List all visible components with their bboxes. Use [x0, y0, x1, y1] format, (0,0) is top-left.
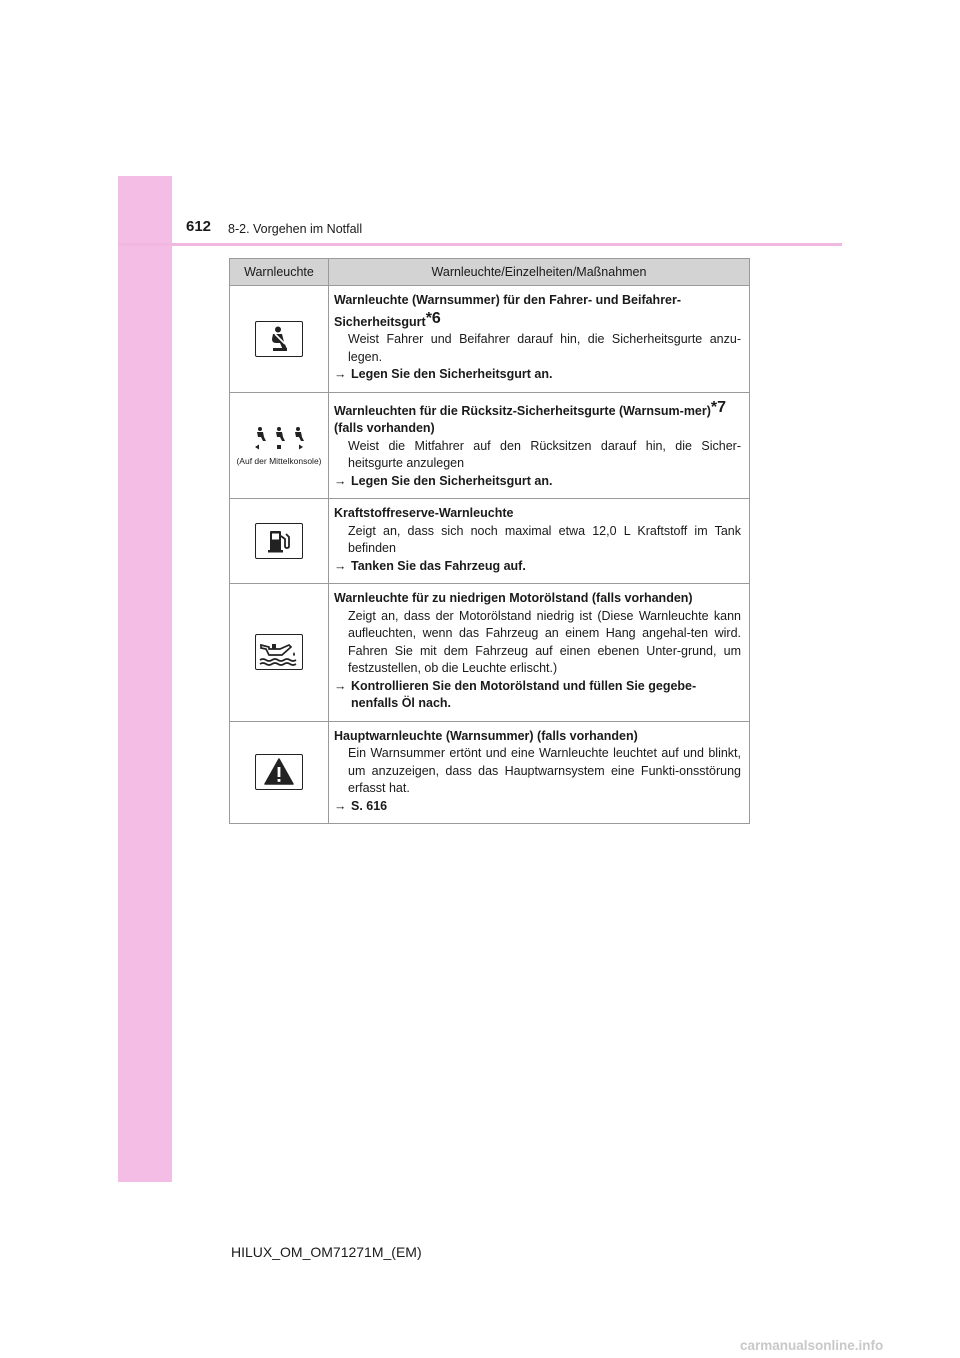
icon-cell: [230, 721, 329, 824]
entry-action: → Legen Sie den Sicherheitsgurt an.: [334, 473, 553, 488]
page-number: 612: [186, 218, 212, 235]
master-warning-icon: [255, 754, 303, 790]
pink-margin-band: [118, 176, 172, 1182]
entry-action: → Legen Sie den Sicherheitsgurt an.: [334, 367, 553, 381]
entry-description: Zeigt an, dass der Motorölstand niedrig ist (Diese Warnleuchte kann aufleuchten, wenn das Fahrzeug an einem Hang angehal-ten wird. Fahren Sie mit dem Fahrzeug auf einen ebenen Unter-grund, um festzustellen, ob die Leuchte erlischt.): [348, 608, 741, 675]
entry-title: Warnleuchte für zu niedrigen Motorölstand (falls vorhanden): [334, 591, 693, 605]
details-cell: [329, 286, 750, 393]
table-row: [230, 584, 750, 722]
details-cell: [329, 392, 750, 499]
table-row: [230, 499, 750, 584]
icon-cell: [230, 286, 329, 393]
header-rule: [118, 243, 842, 246]
icon-caption: (Auf der Mittelkonsole): [236, 455, 322, 466]
document-id: HILUX_OM_OM71271M_(EM): [231, 1244, 422, 1260]
entry-description: Weist Fahrer und Beifahrer darauf hin, die Sicherheitsgurte anzu-legen.: [348, 332, 741, 364]
warning-light-table: [229, 258, 750, 824]
seatbelt-warning-icon: [255, 321, 303, 357]
entry-title: Kraftstoffreserve-Warnleuchte: [334, 506, 514, 520]
details-cell: [329, 499, 750, 584]
entry-title: Hauptwarnleuchte (Warnsummer) (falls vorhanden): [334, 728, 638, 743]
details-cell: [329, 584, 750, 722]
table-header-row: [230, 259, 750, 286]
oil-level-icon: [255, 634, 303, 670]
section-title: 8-2. Vorgehen im Notfall: [228, 222, 363, 236]
table-row: [230, 392, 750, 499]
rear-seatbelt-warning-icon: [251, 425, 307, 451]
entry-action: → Kontrollieren Sie den Motorölstand und füllen Sie gegebe-nenfalls Öl nach.: [334, 678, 697, 710]
table-row: [230, 286, 750, 393]
column-header-details: Warnleuchte/Einzelheiten/Maßnahmen: [329, 259, 750, 286]
entry-title: Warnleuchten für die Rücksitz-Sicherheitsgurte (Warnsum-mer)$^{*7}$ (falls vorhanden): [334, 398, 727, 435]
entry-title: Warnleuchte (Warnsummer) für den Fahrer- und Beifahrer-Sicherheitsgurt$^{*6}$: [334, 293, 682, 329]
icon-cell: [230, 584, 329, 722]
entry-action: → S. 616: [334, 798, 388, 813]
entry-description: Ein Warnsummer ertönt und eine Warnleuchte leuchtet auf und blinkt, um anzuzeigen, dass das Hauptwarnsystem eine Funkti-onsstörung erfasst hat.: [348, 746, 741, 795]
entry-action: → Tanken Sie das Fahrzeug auf.: [334, 558, 526, 573]
entry-description: Zeigt an, dass sich noch maximal etwa 12,0 L Kraftstoff im Tank befinden: [348, 523, 741, 555]
details-cell: [329, 721, 750, 824]
fuel-pump-icon: [255, 523, 303, 559]
watermark: carmanualsonline.info: [740, 1338, 884, 1353]
table-row: [230, 721, 750, 824]
icon-cell: [230, 499, 329, 584]
icon-cell: [230, 392, 329, 499]
entry-description: Weist die Mitfahrer auf den Rücksitzen darauf hin, die Sicher-heitsgurte anzulegen: [348, 438, 741, 470]
column-header-icon: Warnleuchte: [230, 259, 329, 286]
